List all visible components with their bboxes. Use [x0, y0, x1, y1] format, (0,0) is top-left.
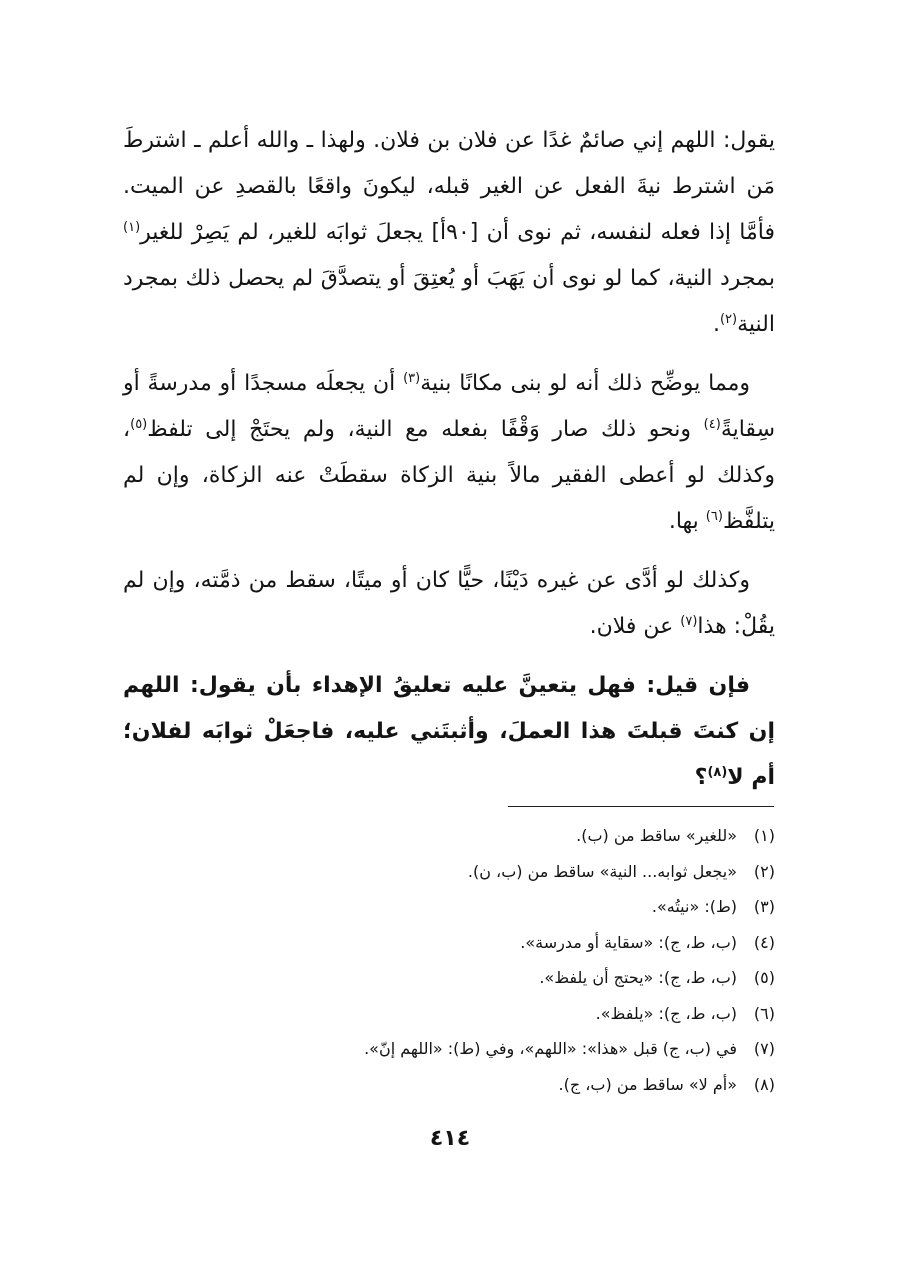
footnote-item [135, 889, 775, 925]
paragraph-text: أن يجعلَه مسجدًا أو مدرسةً أو سِقايةً [123, 371, 775, 442]
footnote-item [135, 996, 775, 1032]
paragraph-text: ونحو ذلك صار وَقْفًا بفعله مع النية، ولم يحتَجْ إلى تلفظ [147, 417, 704, 442]
page-number: ٤١٤ [429, 1126, 471, 1151]
footnote-text: «أم لا» ساقط من (ب، ج). [558, 1074, 737, 1094]
paragraph-text: فإن قيل: فهل يتعينَّ عليه تعليقُ الإهداء بأن يقول: اللهم إن كنتَ قبلتَ هذا العملَ، وأثبتَني عليه، فاجعَلْ ثوابَه لفلان؛ أم لا [123, 673, 775, 790]
paragraph [123, 663, 775, 801]
footnote-number: (٨) [753, 1074, 775, 1094]
footnote-ref: (٢) [719, 312, 738, 327]
paragraph-text: وكذلك لو أدَّى عن غيره دَيْنًا، حيًّا كان أو ميتًا، سقط من ذمَّته، وإن لم يقُلْ: هذا [123, 568, 775, 639]
footnote-item [135, 925, 775, 961]
footnote-ref: (٤) [703, 417, 721, 432]
footnote-number: (٧) [753, 1039, 775, 1058]
footnote-ref: (٣) [403, 371, 421, 386]
footnote-item [135, 854, 775, 890]
footnote-ref: (٦) [705, 509, 723, 524]
footnote-text: (ط): «نيتُه». [651, 897, 737, 916]
footnote-text: (ب، ط، ج): «يحتج أن يلفظ». [539, 968, 737, 987]
paragraph-text: عن فلان. [589, 614, 681, 639]
footnote-divider [508, 806, 774, 807]
main-text [123, 118, 775, 814]
footnote-number: (٤) [753, 932, 775, 952]
footnote-text: «يجعل ثوابه... النية» ساقط من (ب، ن). [467, 861, 737, 881]
footnote-number: (٢) [753, 861, 775, 881]
footnote-text: في (ب، ج) قبل «هذا»: «اللهم»، وفي (ط): «اللهم إنّ». [364, 1039, 737, 1058]
paragraph-text: بمجرد النية، كما لو نوى أن يَهَبَ أو يُعتِقَ أو يتصدَّقَ لم يحصل ذلك بمجرد النية [123, 266, 775, 337]
paragraph-text: . [712, 312, 720, 337]
footnote-item [135, 818, 775, 854]
footnote-item [135, 1031, 775, 1067]
footnote-number: (١) [753, 826, 775, 845]
paragraph [123, 118, 775, 348]
paragraph [123, 558, 775, 650]
footnote-ref: (٥) [130, 417, 148, 432]
paragraph-text: بها. [668, 509, 706, 534]
footnote-text: (ب، ط، ج): «يلفظ». [595, 1003, 737, 1023]
paragraph-text: ومما يوضِّح ذلك أنه لو بنى مكانًا بنية [420, 371, 750, 396]
footnote-text: (ب، ط، ج): «سقاية أو مدرسة». [520, 932, 737, 952]
paragraph-text: ، وكذلك لو أعطى الفقير مالاً بنية الزكاة سقطَتْ عنه الزكاة، وإن لم يتلفَّظ [123, 417, 775, 534]
footnote-number: (٥) [753, 968, 775, 987]
footnotes-list [135, 818, 775, 1102]
footnote-ref: (١) [123, 220, 141, 235]
paragraph [123, 361, 775, 545]
paragraph-text: يقول: اللهم إني صائمٌ غدًا عن فلان بن فلان. ولهذا ـ والله أعلم ـ اشترطَ مَن اشترط نيةَ الفعل عن الغير قبله، ليكونَ واقعًا بالقصدِ عن الميت. فأمَّا إذا فعله لنفسه، ثم نوى أن [٩٠أ] يجعلَ ثوابَه للغير، لم يَصِرْ للغير [123, 128, 775, 245]
footnote-number: (٣) [753, 897, 775, 916]
footnote-text: «للغير» ساقط من (ب). [576, 826, 737, 845]
footnote-ref: (٨) [707, 765, 728, 780]
footnote-item [135, 960, 775, 996]
footnote-number: (٦) [753, 1003, 775, 1023]
paragraph-text: ؟ [694, 765, 708, 790]
footnote-ref: (٧) [680, 614, 698, 629]
footnote-item [135, 1067, 775, 1103]
